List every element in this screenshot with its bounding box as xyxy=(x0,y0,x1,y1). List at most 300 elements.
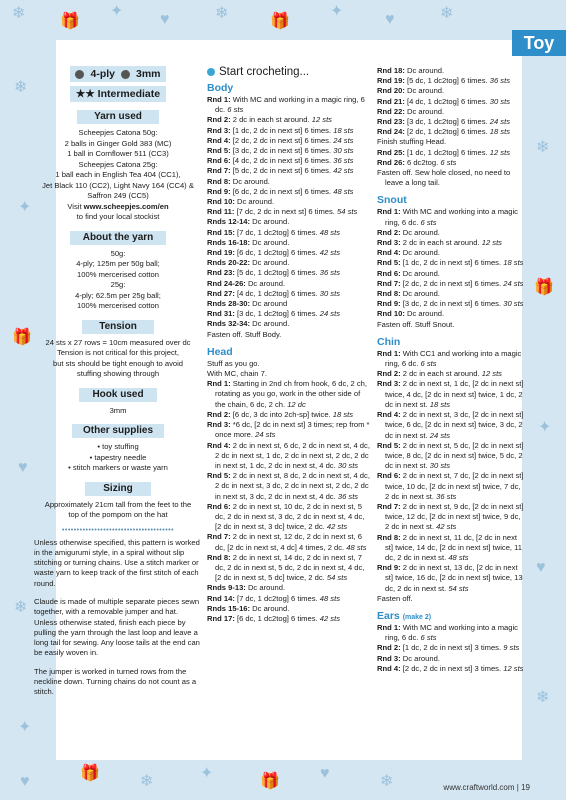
pattern-row xyxy=(377,279,524,289)
round-instruction: 2 dc in next st, 8 dc, 2 dc in next st, 4 dc, 2 dc in next st, 3 dc, 2 dc in next st, 2 dc, 2 dc in next st, 3 dc, 2 dc in next st, 4 dc. xyxy=(215,471,370,501)
ply-hook-badge xyxy=(70,66,166,82)
round-label: Rnd 5: xyxy=(207,471,231,481)
stitch-count: 30 sts xyxy=(429,461,451,471)
intro-paragraph: Claude is made of multiple separate pieces sewn together, with a removable jumper and hat. Unless otherwise stated, finish each piece by pulling the yarn through the last loop and leave a long tail for sewing. Any loose tails at the end can be easily woven in. xyxy=(34,596,200,658)
round-label: Rnd 19: xyxy=(207,248,235,258)
round-instruction: [6 dc, 3 dc into 2ch-sp] twice. xyxy=(232,409,331,419)
about-line: 100% mercerised cotton xyxy=(77,269,159,279)
round-instruction: 6 dc2tog. xyxy=(406,157,439,167)
page-footer xyxy=(410,783,530,792)
round-instruction: Dc around. xyxy=(406,66,445,75)
round-instruction: 2 dc in each st around. xyxy=(232,115,310,125)
tension-heading: Tension xyxy=(82,320,154,334)
pattern-row xyxy=(377,76,524,86)
round-instruction: [5 dc, 1 dc2tog] 6 times. xyxy=(236,268,318,278)
round-instruction: Fasten off. Sew hole closed, no need to leave a long tail. xyxy=(377,168,511,188)
round-label: Rnd 18: xyxy=(377,66,405,75)
decorative-border-bottom xyxy=(0,760,566,800)
pattern-row xyxy=(207,95,370,115)
pattern-row xyxy=(207,330,370,340)
yarn-line: 1 ball each in English Tea 404 (CC1), xyxy=(55,170,181,179)
round-label: Rnd 2: xyxy=(207,115,231,125)
stitch-count: 18 sts xyxy=(429,399,451,409)
round-label: Rnd 3: xyxy=(377,238,401,248)
round-instruction: Dc around. xyxy=(252,217,290,227)
pattern-row xyxy=(377,269,524,279)
round-instruction: 2 dc in next st, 11 dc, [2 dc in next st] twice, 14 dc, [2 dc in next st] twice, 11 dc, 2 dc in next st. xyxy=(385,532,523,562)
pattern-row xyxy=(207,614,370,624)
head-pattern xyxy=(207,359,370,624)
round-label: Rnd 21: xyxy=(377,96,405,106)
pattern-row xyxy=(207,359,370,369)
stitch-count: 36 sts xyxy=(333,156,354,166)
pattern-row xyxy=(377,349,524,369)
round-instruction: Stuff as you go. xyxy=(207,358,260,368)
pattern-row xyxy=(207,268,370,278)
round-label: Rnd 1: xyxy=(377,207,401,217)
snowflake-icon: ❄ xyxy=(14,79,28,96)
stitch-count: 12 sts xyxy=(311,115,332,125)
pattern-row xyxy=(377,228,524,238)
gift-icon: 🎁 xyxy=(534,279,554,296)
round-label: Rnd 2: xyxy=(377,369,401,379)
round-instruction: Dc around. xyxy=(252,319,290,329)
round-instruction: [1 dc, 2 dc in next st] 6 times. xyxy=(232,125,332,135)
pattern-row xyxy=(207,217,370,227)
pattern-row xyxy=(207,309,370,319)
head-heading: Head xyxy=(207,345,233,358)
sizing-text xyxy=(34,500,202,521)
round-instruction: Dc around. xyxy=(236,197,275,207)
pattern-row xyxy=(377,248,524,258)
round-label: Rnd 9: xyxy=(377,299,401,309)
round-label: Rnd 26: xyxy=(377,157,405,167)
pattern-row xyxy=(377,158,524,168)
pattern-row xyxy=(377,471,524,502)
round-label: Rnd 14: xyxy=(207,593,235,603)
heart-icon: ♥ xyxy=(320,765,330,782)
pattern-row xyxy=(377,258,524,268)
snowflake-icon: ❄ xyxy=(440,5,454,22)
snowflake-icon: ❄ xyxy=(12,5,26,22)
round-instruction: 2 dc in each st around. xyxy=(402,238,480,248)
pattern-row xyxy=(207,177,370,187)
pattern-row xyxy=(377,623,524,643)
pattern-row xyxy=(377,238,524,248)
round-instruction: [1 dc, 2 dc in next st] 3 times. xyxy=(402,643,502,653)
round-instruction: 2 dc in next st, 10 dc, 2 dc in next st, 5 dc, 2 dc in next st, 3 dc, 2 dc in next st, 4 dc, [2 dc in next st, 3 dc] twice, 2 dc. xyxy=(215,501,365,532)
pattern-row xyxy=(377,643,524,653)
round-label: Rnds 16-18: xyxy=(207,237,251,247)
pattern-row xyxy=(377,664,524,674)
round-label: Rnd 31: xyxy=(207,309,235,319)
column-body-head xyxy=(207,66,370,624)
round-label: Rnd 1: xyxy=(377,622,401,632)
stitch-count: 48 sts xyxy=(319,593,340,603)
snout-heading: Snout xyxy=(377,194,407,207)
stockist-link[interactable]: www.scheepjes.com/en xyxy=(83,201,169,211)
round-label: Rnd 24: xyxy=(377,127,405,137)
hook-size-value: 3mm xyxy=(136,68,161,80)
pattern-row xyxy=(207,289,370,299)
stitch-count: 42 sts xyxy=(333,166,354,176)
round-label: Rnd 4: xyxy=(207,440,231,450)
start-crocheting-heading xyxy=(207,66,370,78)
sizing-line: top of the pompom on the hat xyxy=(68,510,168,519)
round-instruction: Fasten off. Stuff Body. xyxy=(207,329,282,339)
supply-item: • tapestry needle xyxy=(89,452,147,462)
round-instruction: Dc around. xyxy=(252,603,290,613)
round-label: Rnds 9-13: xyxy=(207,583,246,593)
pattern-row xyxy=(207,207,370,217)
pattern-row xyxy=(207,471,370,502)
pattern-row xyxy=(377,107,524,117)
stitch-count: 54 sts xyxy=(337,207,358,217)
pattern-row xyxy=(377,127,524,137)
round-instruction: With MC and working in a magic ring, 6 dc. xyxy=(215,95,365,115)
round-label: Rnd 8: xyxy=(377,289,401,299)
round-label: Rnds 15-16: xyxy=(207,603,251,613)
start-heading-text: Start crocheting... xyxy=(219,66,310,78)
pattern-row xyxy=(377,654,524,664)
pattern-row xyxy=(207,410,370,420)
round-instruction: [1 dc, 1 dc2tog] 6 times. xyxy=(406,147,488,157)
round-instruction: [2 dc, 2 dc in next st] 6 times. xyxy=(402,278,502,288)
intro-paragraph: The jumper is worked in turned rows from the neckline down. Turning chains do not count as a stitch. xyxy=(34,666,197,697)
body-heading: Body xyxy=(207,82,234,94)
pattern-row xyxy=(207,146,370,156)
supply-item: • toy stuffing xyxy=(97,442,139,451)
pattern-row xyxy=(377,594,524,604)
snowflake-icon: ❄ xyxy=(14,599,28,616)
sizing-line: Approximately 21cm tall from the feet to the xyxy=(44,499,192,509)
pattern-row xyxy=(377,97,524,107)
tension-line: but sts should be tight enough to avoid xyxy=(52,358,184,368)
hook-used-heading: Hook used xyxy=(79,388,157,402)
snowflake-icon: ❄ xyxy=(215,5,229,22)
round-instruction: Dc around. xyxy=(402,248,440,258)
stitch-count: 24 sts xyxy=(333,135,354,145)
round-instruction: Starting in 2nd ch from hook, 6 dc, 2 ch, rotating as you go, work in the other side of the chain, 6 dc, 2 ch. xyxy=(215,379,367,409)
chin-pattern xyxy=(377,349,524,604)
heart-icon: ♥ xyxy=(18,459,28,476)
round-instruction: [2 dc, 1 dc2tog] 6 times. xyxy=(406,127,488,137)
about-yarn-heading: About the yarn xyxy=(70,231,166,245)
pattern-row xyxy=(207,156,370,166)
pattern-row xyxy=(377,441,524,472)
round-label: Rnd 7: xyxy=(207,532,231,542)
stitch-count: 12 sts xyxy=(481,369,502,379)
round-label: Rnd 2: xyxy=(377,227,401,237)
yarn-used-heading: Yarn used xyxy=(77,110,159,124)
snout-pattern xyxy=(377,207,524,329)
round-instruction: With CC1 and working into a magic ring, 6 dc. xyxy=(385,348,522,369)
pattern-row xyxy=(207,369,370,379)
round-instruction: [6 dc, 2 dc in next st] 6 times. xyxy=(232,186,332,196)
page-number: 19 xyxy=(521,783,530,792)
about-line: 4-ply; 125m per 50g ball; xyxy=(76,259,160,268)
visit-prefix: Visit xyxy=(67,201,84,211)
round-instruction: With MC and working into a magic ring, 6 dc. xyxy=(385,622,518,643)
bullet-icon xyxy=(207,68,215,76)
round-label: Rnd 5: xyxy=(377,258,401,268)
stitch-count: 48 sts xyxy=(319,227,340,237)
round-label: Rnd 4: xyxy=(207,135,231,145)
round-label: Rnd 1: xyxy=(207,95,231,104)
round-label: Rnd 23: xyxy=(207,268,235,278)
ply-value: 4-ply xyxy=(90,68,115,80)
hook-used-value: 3mm xyxy=(109,405,127,415)
round-label: Rnd 5: xyxy=(377,440,401,450)
pattern-row xyxy=(377,299,524,309)
pattern-row xyxy=(377,320,524,330)
yarn-line: Scheepjes Catona 25g: xyxy=(78,159,158,169)
round-label: Rnd 9: xyxy=(377,563,401,573)
round-instruction: 2 dc in next st, 14 dc, 2 dc in next st, 7 dc, 2 dc in next st, 5 dc, 2 dc in next st, 4 dc, [2 dc in next st, 5 dc] twice, 2 dc. xyxy=(215,552,365,583)
intro-paragraph: Unless otherwise specified, this pattern is worked in the amigurumi style, in a spiral without slip stitching or turning chains. Use a stitch marker or waste yarn to keep track of the first stitch of each round. xyxy=(34,537,200,588)
stitch-count: 6 sts xyxy=(227,105,244,115)
yarn-list xyxy=(34,128,202,223)
tension-line: stuffing showing through xyxy=(76,369,160,378)
round-label: Rnd 24-26: xyxy=(207,278,246,288)
yarn-ball-icon xyxy=(75,70,84,79)
round-instruction: Finish stuffing Head. xyxy=(377,137,447,147)
heart-icon: ♥ xyxy=(536,559,546,576)
gift-icon: 🎁 xyxy=(260,773,280,790)
stitch-count: 30 sts xyxy=(337,460,359,470)
snowflake-icon: ❄ xyxy=(380,773,394,790)
star-icon: ✦ xyxy=(330,3,344,20)
round-instruction: [7 dc, 1 dc2tog] 6 times. xyxy=(236,227,318,237)
round-instruction: 2 dc in next st, 12 dc, 2 dc in next st, 6 dc, [2 dc in next st, 4 dc] 4 times, 2 dc. xyxy=(215,532,362,552)
round-instruction: [1 dc, 2 dc in next st] 6 times. xyxy=(402,258,502,268)
hook-icon xyxy=(121,70,130,79)
yarn-line: Jet Black 110 (CC2), Light Navy 164 (CC4) & xyxy=(42,180,194,190)
round-label: Rnd 22: xyxy=(377,106,405,116)
round-label: Rnd 1: xyxy=(377,348,401,358)
level-value: Intermediate xyxy=(97,88,161,100)
pattern-row xyxy=(207,126,370,136)
stitch-count: 12 sts xyxy=(481,238,502,248)
round-label: Rnd 2: xyxy=(207,409,231,419)
about-line: 4-ply; 62.5m per 25g ball; xyxy=(75,290,161,300)
pattern-row xyxy=(207,594,370,604)
stitch-count: 30 sts xyxy=(489,96,510,106)
dotted-divider: •••••••••••••••••••••••••••••••••••••• xyxy=(61,526,175,534)
gift-icon: 🎁 xyxy=(60,13,80,30)
round-label: Rnd 15: xyxy=(207,227,235,237)
pattern-row xyxy=(207,441,370,472)
round-instruction: [6 dc, 1 dc2tog] 6 times. xyxy=(236,613,318,623)
column-info xyxy=(34,66,202,706)
round-label: Rnd 4: xyxy=(377,663,401,673)
round-instruction: With MC, chain 7. xyxy=(207,369,267,379)
round-instruction: Dc around. xyxy=(402,289,440,299)
round-instruction: [3 dc, 1 dc2tog] 6 times. xyxy=(236,309,318,319)
yarn-line: Scheepjes Catona 50g: xyxy=(78,128,158,137)
head-pattern-continued xyxy=(377,66,524,188)
round-label: Rnd 20: xyxy=(377,86,405,96)
round-instruction: Dc around. xyxy=(406,86,445,96)
round-instruction: [4 dc, 1 dc2tog] 6 times. xyxy=(406,96,488,106)
pattern-row xyxy=(377,148,524,158)
pattern-row xyxy=(377,379,524,410)
stitch-count: 12 sts xyxy=(503,663,524,673)
round-label: Rnds 28-30: xyxy=(207,299,251,309)
gift-icon: 🎁 xyxy=(80,765,100,782)
round-label: Rnd 17: xyxy=(207,613,235,623)
stitch-count: 36 sts xyxy=(489,76,510,86)
other-supplies-heading: Other supplies xyxy=(72,424,164,438)
round-instruction: [7 dc, 1 dc2tog] 6 times. xyxy=(236,593,318,603)
about-line: 100% mercerised cotton xyxy=(77,301,159,310)
star-icon: ✦ xyxy=(538,419,552,436)
round-label: Rnd 4: xyxy=(377,248,401,258)
pattern-row xyxy=(207,279,370,289)
pattern-row xyxy=(377,533,524,564)
stitch-count: 18 sts xyxy=(333,125,354,135)
round-label: Rnds 20-22: xyxy=(207,258,251,268)
round-instruction: [6 dc, 1 dc2tog] 6 times. xyxy=(236,248,318,258)
round-label: Rnd 1: xyxy=(207,379,231,389)
round-label: Rnds 12-14: xyxy=(207,217,251,227)
ears-heading-text: Ears xyxy=(377,609,400,622)
pattern-row xyxy=(207,166,370,176)
pattern-row xyxy=(377,502,524,533)
gift-icon: 🎁 xyxy=(270,13,290,30)
stitch-count: 42 sts xyxy=(319,248,340,258)
round-label: Rnd 4: xyxy=(377,410,401,420)
round-label: Rnd 27: xyxy=(207,288,235,298)
stitch-count: 24 sts xyxy=(489,117,510,127)
round-instruction: [5 dc, 2 dc in next st] 6 times. xyxy=(232,166,332,176)
stitch-count: 12 dc xyxy=(287,399,306,409)
round-label: Rnd 7: xyxy=(377,278,401,288)
stitch-count: 36 sts xyxy=(436,491,457,501)
stitch-count: 42 sts xyxy=(326,522,348,532)
footer-separator: | xyxy=(516,783,519,792)
round-label: Rnd 6: xyxy=(377,268,401,278)
visit-suffix: to find your local stockist xyxy=(76,212,160,221)
stitch-count: 12 sts xyxy=(489,147,510,157)
stitch-count: 54 sts xyxy=(326,573,348,583)
round-instruction: [2 dc, 2 dc in next st] 6 times. xyxy=(232,135,332,145)
round-instruction: With MC and working into a magic ring, 6 dc. xyxy=(385,207,518,227)
round-instruction: Fasten off. Stuff Snout. xyxy=(377,319,455,329)
round-instruction: Dc around. xyxy=(406,106,445,116)
about-line: 50g: xyxy=(110,248,126,258)
about-line: 25g: xyxy=(110,280,126,289)
round-instruction: Fasten off. xyxy=(377,593,413,603)
stitch-count: 36 sts xyxy=(337,491,359,501)
snowflake-icon: ❄ xyxy=(140,773,154,790)
tension-line: Tension is not critical for this project, xyxy=(57,348,179,357)
star-icon: ★★ xyxy=(75,88,95,100)
round-label: Rnd 3: xyxy=(207,125,231,135)
ears-heading xyxy=(377,610,524,622)
round-label: Rnd 8: xyxy=(207,552,231,562)
supplies-list xyxy=(34,442,202,474)
pattern-row xyxy=(207,299,370,309)
stitch-count: 48 sts xyxy=(333,186,354,196)
yarn-line: 1 ball in Cornflower 511 (CC3) xyxy=(67,149,169,158)
pattern-row xyxy=(207,187,370,197)
stitch-count: 6 sts xyxy=(440,157,457,167)
round-label: Rnd 11: xyxy=(207,207,235,217)
round-instruction: [7 dc, 2 dc in next st] 6 times. xyxy=(236,207,335,217)
round-instruction: Dc around. xyxy=(252,237,290,247)
round-instruction: Dc around. xyxy=(252,258,290,268)
ears-pattern xyxy=(377,623,524,674)
stitch-count: 54 sts xyxy=(448,583,469,593)
round-instruction: *6 dc, [2 dc in next st] 3 times; rep from * once more. xyxy=(215,420,370,440)
stitch-count: 30 sts xyxy=(333,146,354,156)
stitch-count: 42 sts xyxy=(436,522,457,532)
round-instruction: Dc around xyxy=(252,299,288,309)
stitch-count: 18 sts xyxy=(503,258,524,268)
pattern-row xyxy=(377,563,524,594)
level-badge xyxy=(70,86,166,102)
stitch-count: 18 sts xyxy=(332,409,354,419)
stitch-count: 24 sts xyxy=(319,309,340,319)
pattern-row xyxy=(377,86,524,96)
round-instruction: [4 dc, 1 dc2tog] 6 times. xyxy=(236,288,318,298)
round-instruction: Dc around. xyxy=(406,309,445,319)
pattern-row xyxy=(207,228,370,238)
visit-line xyxy=(34,202,202,213)
round-label: Rnd 8: xyxy=(377,532,401,542)
round-instruction: 2 dc in next st, 13 dc, [2 dc in next st] twice, 16 dc, [2 dc in next st] twice, 13 dc, 2 dc in next st. xyxy=(385,563,523,593)
ears-note: (make 2) xyxy=(402,613,432,621)
round-label: Rnd 2: xyxy=(377,643,401,653)
stitch-count: 6 sts xyxy=(420,633,437,643)
stitch-count: 18 sts xyxy=(489,127,510,137)
pattern-row xyxy=(377,137,524,147)
pattern-row xyxy=(377,369,524,379)
stitch-count: 24 sts xyxy=(503,278,524,288)
heart-icon: ♥ xyxy=(160,11,170,28)
star-icon: ✦ xyxy=(200,765,214,782)
round-instruction: Dc around. xyxy=(247,583,286,593)
chin-heading: Chin xyxy=(377,335,401,348)
tension-line: 24 sts x 27 rows = 10cm measured over dc xyxy=(45,337,191,347)
pattern-row xyxy=(207,115,370,125)
round-instruction: Dc around. xyxy=(402,653,440,663)
round-label: Rnds 32-34: xyxy=(207,319,251,329)
gift-icon: 🎁 xyxy=(12,329,32,346)
round-label: Rnd 3: xyxy=(207,420,231,430)
round-label: Rnd 5: xyxy=(207,146,231,156)
pattern-row xyxy=(377,289,524,299)
round-label: Rnd 25: xyxy=(377,147,405,157)
pattern-row xyxy=(207,502,370,533)
about-yarn-list xyxy=(34,249,202,312)
round-instruction: 2 dc in each st around. xyxy=(402,369,480,379)
round-instruction: [5 dc, 1 dc2tog] 6 times. xyxy=(406,76,488,86)
footer-site: www.craftworld.com xyxy=(443,783,515,792)
star-icon: ✦ xyxy=(110,3,124,20)
round-instruction: Dc around. xyxy=(402,268,440,278)
pattern-row xyxy=(207,248,370,258)
pattern-row xyxy=(207,258,370,268)
round-instruction: 2 dc in next st, 3 dc, [2 dc in next st] twice, 6 dc, [2 dc in next st] twice, 3 dc, 2 dc in next st. xyxy=(385,410,524,440)
stitch-count: 24 sts xyxy=(255,430,276,440)
round-instruction: [3 dc, 1 dc2tog] 6 times. xyxy=(406,117,488,127)
round-instruction: [2 dc, 2 dc in next st] 3 times. xyxy=(402,663,502,673)
pattern-row xyxy=(377,207,524,227)
round-label: Rnd 8: xyxy=(207,176,231,186)
round-label: Rnd 7: xyxy=(207,166,231,176)
